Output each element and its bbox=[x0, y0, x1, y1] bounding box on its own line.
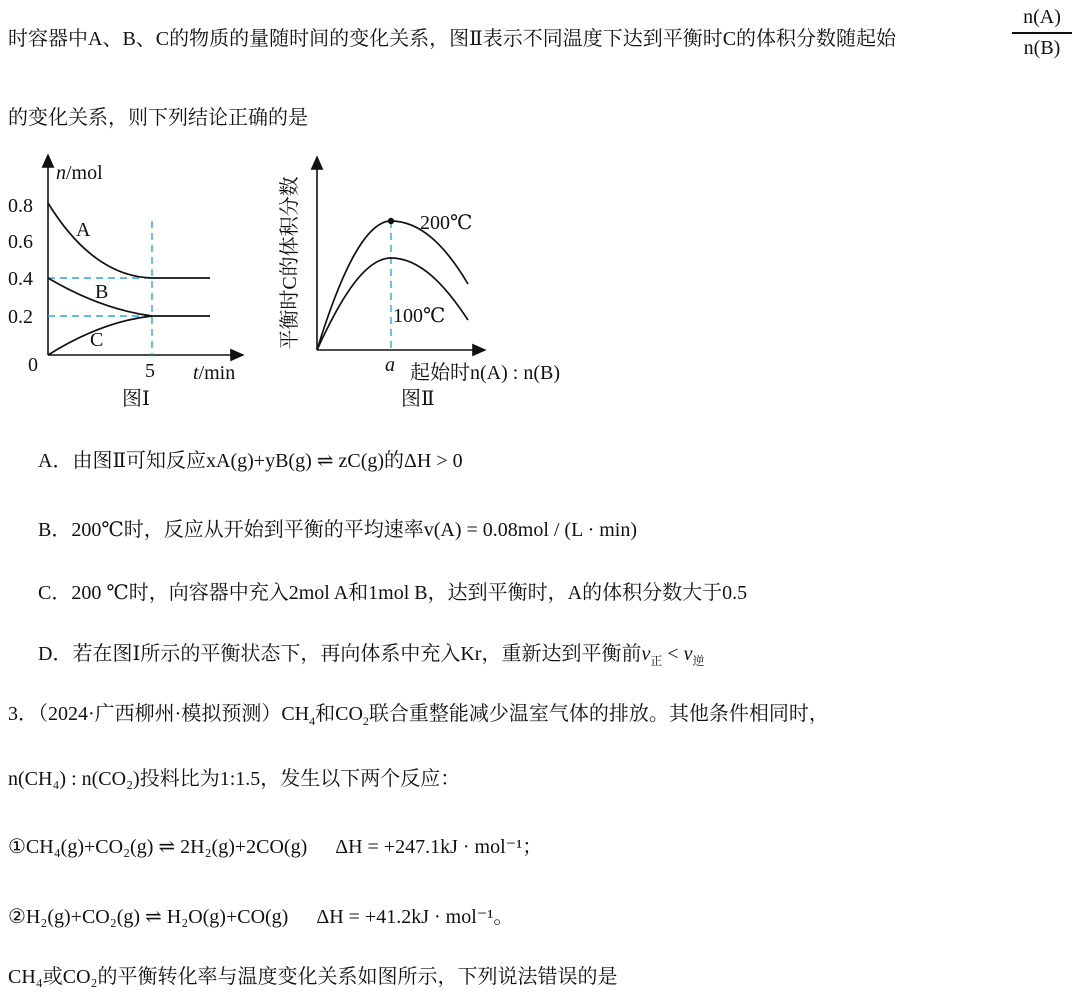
q3-stem-c: 联合重整能减少温室气体的排放。其他条件相同时， bbox=[368, 703, 829, 725]
reaction-2-dh: ΔH = +41.2kJ · mol⁻¹。 bbox=[316, 906, 514, 928]
fig2-caption: 图Ⅱ bbox=[401, 388, 435, 410]
fig1-y-unit: n/mol bbox=[56, 162, 103, 184]
q3-stem-b: 和CO bbox=[315, 703, 363, 725]
fraction-bar bbox=[1012, 32, 1072, 34]
fig1-ytick-0.8: 0.8 bbox=[8, 195, 33, 217]
option-b-label: B． bbox=[38, 519, 72, 541]
q3-stem-a: CH bbox=[281, 703, 310, 725]
option-d-v2: v bbox=[683, 643, 693, 665]
q3-reaction-2 bbox=[8, 900, 513, 929]
fig1-curve-A bbox=[48, 203, 210, 278]
fig1-x-unit: t/min bbox=[193, 362, 236, 384]
intro-line-2: 的变化关系，则下列结论正确的是 bbox=[8, 107, 308, 129]
fig2-max-point bbox=[388, 218, 394, 224]
option-d-sub1: 正 bbox=[650, 654, 663, 668]
q3-sub-2: 2 bbox=[362, 714, 369, 728]
option-a-label: A． bbox=[38, 450, 73, 472]
option-c[interactable] bbox=[38, 576, 747, 605]
option-d-label: D． bbox=[38, 643, 73, 665]
reaction-2-equation: ②H₂(g)+CO₂(g) ⇌ H₂O(g)+CO(g) bbox=[8, 906, 289, 928]
option-d-lt: < bbox=[662, 643, 684, 665]
fig1-origin: 0 bbox=[28, 354, 38, 376]
fig1-ytick-0.6: 0.6 bbox=[8, 231, 33, 253]
fig2-curve-100C bbox=[317, 258, 468, 350]
option-d[interactable] bbox=[38, 637, 705, 669]
reaction-1-dh: ΔH = +247.1kJ · mol⁻¹； bbox=[335, 836, 543, 858]
option-d-text: 若在图Ⅰ所示的平衡状态下，再向体系中充入Kr，重新达到平衡前 bbox=[72, 643, 642, 665]
figure-1 bbox=[0, 145, 260, 415]
figure-2 bbox=[270, 145, 615, 415]
fraction-numerator: n(A) bbox=[1023, 6, 1061, 28]
option-b[interactable] bbox=[38, 513, 637, 542]
q3-sub-4: 4 bbox=[309, 714, 316, 728]
q3-reaction-1 bbox=[8, 830, 542, 859]
fig1-xtick-5: 5 bbox=[145, 360, 155, 382]
option-d-v1: v bbox=[641, 643, 651, 665]
fig2-xtick-a: a bbox=[385, 354, 395, 376]
option-b-text: 200℃时，反应从开始到平衡的平均速率v(A) = 0.08mol / (L · min) bbox=[71, 519, 637, 541]
ratio-fraction bbox=[1012, 6, 1072, 60]
fig1-caption: 图Ⅰ bbox=[122, 388, 150, 410]
fig1-label-C: C bbox=[90, 329, 104, 351]
fig1-curve-B bbox=[48, 278, 210, 316]
q3-final-line: CH₄或CO₂的平衡转化率与温度变化关系如图所示，下列说法错误的是 bbox=[8, 966, 618, 988]
fig2-curve-200C bbox=[317, 221, 468, 350]
q3-ratio: n(CH₄) : n(CO₂)投料比为1:1.5，发生以下两个反应： bbox=[8, 768, 461, 790]
option-a[interactable] bbox=[38, 444, 463, 473]
q3-number: 3． bbox=[8, 703, 38, 725]
fig1-ytick-0.2: 0.2 bbox=[8, 306, 33, 328]
option-d-sub2: 逆 bbox=[692, 654, 705, 668]
fig2-label-200C: 200℃ bbox=[420, 212, 473, 234]
intro-line-1: 时容器中A、B、C的物质的量随时间的变化关系，图Ⅱ表示不同温度下达到平衡时C的体积分数随起始 bbox=[8, 28, 897, 50]
q3-stem bbox=[8, 697, 829, 729]
fig1-label-A: A bbox=[76, 219, 91, 241]
option-c-label: C． bbox=[38, 582, 72, 604]
fig1-label-B: B bbox=[95, 281, 109, 303]
option-c-text: 200 ℃时，向容器中充入2mol A和1mol B，达到平衡时，A的体积分数大于0.5 bbox=[71, 582, 748, 604]
fig2-y-label: 平衡时C的体积分数 bbox=[279, 176, 301, 350]
reaction-1-equation: ①CH₄(g)+CO₂(g) ⇌ 2H₂(g)+2CO(g) bbox=[8, 836, 308, 858]
q3-source: （2024·广西柳州·模拟预测） bbox=[38, 703, 282, 725]
fig2-x-label: 起始时n(A) : n(B) bbox=[410, 362, 560, 384]
fraction-denominator: n(B) bbox=[1023, 36, 1061, 59]
option-a-text: 由图Ⅱ可知反应xA(g)+yB(g) ⇌ zC(g)的ΔH > 0 bbox=[72, 450, 463, 472]
fig1-ytick-0.4: 0.4 bbox=[8, 268, 33, 290]
fig2-label-100C: 100℃ bbox=[393, 305, 446, 327]
